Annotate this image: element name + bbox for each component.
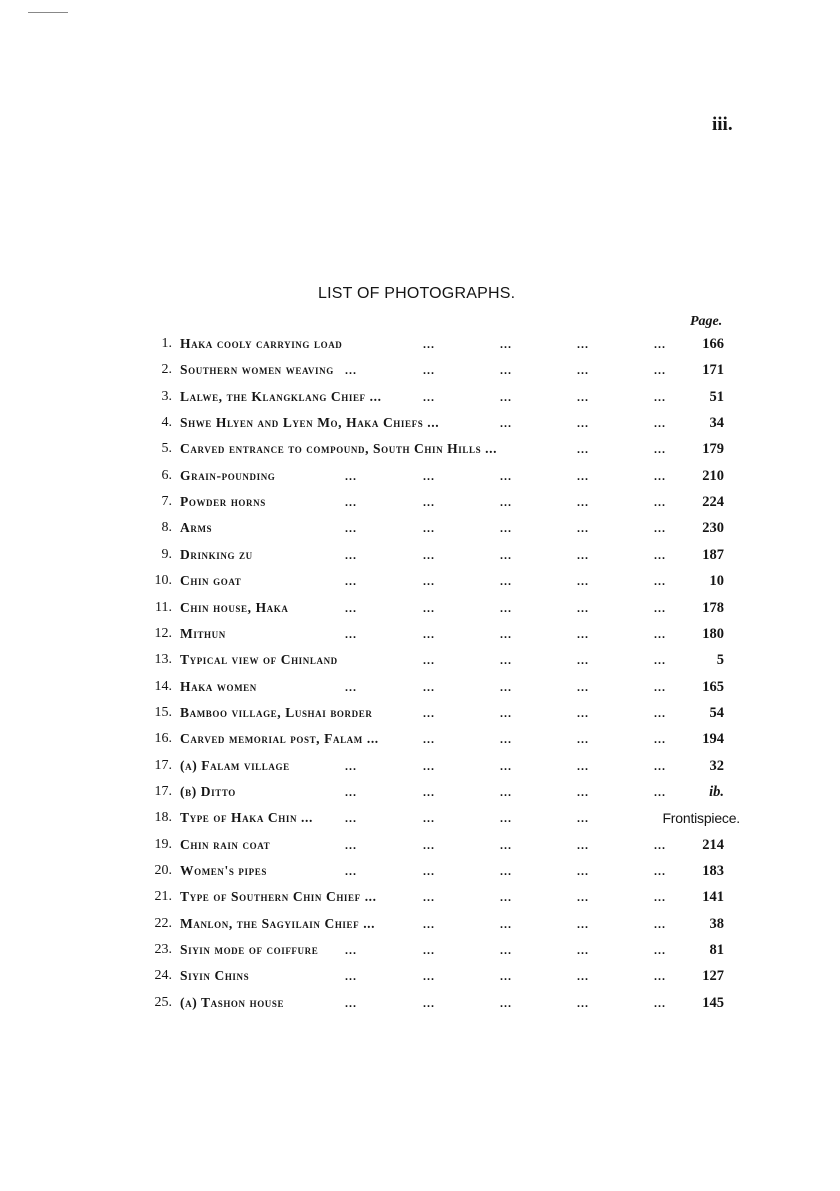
item-page: 38 [709, 915, 724, 932]
dot-leader: ... [654, 969, 666, 984]
dot-leader: ... [345, 521, 357, 536]
dot-leader: ... [577, 495, 589, 510]
item-caption: Women's pipes [180, 863, 267, 878]
dot-leader: ... [345, 995, 357, 1010]
list-item [0, 965, 840, 987]
dot-leader: ... [654, 784, 666, 799]
dot-leader: ... [500, 705, 512, 720]
dot-leader: ... [577, 521, 589, 536]
item-number: 22. [154, 915, 172, 931]
dot-leader: ... [654, 864, 666, 878]
dot-leader: ... [500, 837, 512, 852]
item-number: 2. [161, 362, 172, 378]
dot-leader: ... [345, 626, 357, 641]
item-caption: Type of Haka Chin ... [180, 810, 313, 826]
item-number: 9. [161, 546, 172, 562]
dot-leader: ... [654, 653, 666, 668]
item-caption: Grain-pounding [180, 467, 276, 483]
item-caption: (a) Falam village [180, 757, 290, 773]
item-page: 171 [702, 362, 724, 379]
item-page: 187 [702, 546, 724, 563]
list-item [0, 491, 840, 513]
dot-leader: ... [654, 416, 666, 431]
dot-leader: ... [345, 600, 357, 615]
item-page: 183 [702, 863, 724, 879]
item-caption: Shwe Hlyen and Lyen Mo, Haka Chiefs ... [180, 415, 440, 431]
dot-leader: ... [345, 864, 357, 878]
list-item [0, 359, 840, 381]
list-item [0, 755, 840, 777]
dot-leader: ... [654, 995, 666, 1010]
list-item [0, 807, 840, 829]
dot-leader: ... [654, 363, 666, 378]
list-item [0, 412, 840, 434]
item-page: 10 [709, 573, 724, 590]
dot-leader: ... [577, 363, 589, 378]
dot-leader: ... [577, 995, 589, 1010]
item-number: 4. [161, 415, 172, 431]
dot-leader: ... [654, 890, 666, 905]
dot-leader: ... [423, 864, 435, 878]
dot-leader: ... [423, 468, 435, 483]
dot-leader: ... [577, 811, 589, 826]
item-caption: Haka cooly carrying load [180, 336, 343, 351]
dot-leader: ... [345, 758, 357, 773]
dot-leader: ... [345, 837, 357, 852]
dot-leader: ... [577, 389, 589, 404]
item-page: 230 [702, 520, 724, 537]
item-caption: Carved memorial post, Falam ... [180, 731, 379, 747]
page-title: LIST OF PHOTOGRAPHS. [318, 285, 516, 302]
dot-leader: ... [500, 600, 512, 615]
page-number: iii. [712, 114, 733, 135]
dot-leader: ... [577, 705, 589, 720]
item-caption: (b) Ditto [180, 783, 236, 799]
dot-leader: ... [500, 574, 512, 589]
item-number: 7. [161, 494, 172, 510]
item-page: 81 [709, 942, 724, 959]
dot-leader: ... [423, 811, 435, 826]
list-item [0, 781, 840, 803]
item-number: 11. [155, 599, 172, 615]
list-item [0, 544, 840, 566]
dot-leader: ... [500, 811, 512, 826]
dot-leader: ... [500, 626, 512, 641]
item-number: 25. [154, 994, 172, 1010]
dot-leader: ... [577, 626, 589, 641]
dot-leader: ... [345, 969, 357, 984]
dot-leader: ... [423, 916, 435, 931]
item-page: 5 [716, 652, 724, 669]
dot-leader: ... [500, 864, 512, 878]
dot-leader: ... [654, 337, 666, 351]
dot-leader: ... [577, 547, 589, 562]
dot-leader: ... [500, 547, 512, 562]
dot-leader: ... [423, 890, 435, 905]
dot-leader: ... [423, 679, 435, 694]
item-number: 5. [161, 441, 172, 457]
dot-leader: ... [423, 969, 435, 984]
dot-leader: ... [423, 495, 435, 510]
dot-leader: ... [654, 442, 666, 457]
dot-leader: ... [423, 705, 435, 720]
dot-leader: ... [423, 943, 435, 958]
dot-leader: ... [500, 468, 512, 483]
item-page: 194 [702, 731, 724, 748]
dot-leader: ... [654, 837, 666, 852]
item-caption: Chin goat [180, 573, 242, 589]
dot-leader: ... [423, 600, 435, 615]
dot-leader: ... [345, 784, 357, 799]
dot-leader: ... [423, 626, 435, 641]
item-caption: Powder horns [180, 494, 266, 510]
item-page: 224 [702, 494, 724, 511]
item-number: 8. [161, 520, 172, 536]
list-item [0, 834, 840, 856]
item-caption: Chin rain coat [180, 836, 271, 852]
dot-leader: ... [500, 337, 512, 351]
dot-leader: ... [500, 389, 512, 404]
item-caption: Lalwe, the Klangklang Chief ... [180, 388, 382, 404]
item-caption: Type of Southern Chin Chief ... [180, 889, 377, 905]
item-page: 127 [702, 968, 724, 985]
dot-leader: ... [577, 837, 589, 852]
dot-leader: ... [423, 547, 435, 562]
item-number: 18. [154, 810, 172, 826]
dot-leader: ... [654, 943, 666, 958]
item-page: 34 [709, 415, 724, 432]
list-item [0, 992, 840, 1014]
dot-leader: ... [654, 574, 666, 589]
dot-leader: ... [500, 995, 512, 1010]
item-number: 19. [154, 836, 172, 852]
list-item [0, 649, 840, 671]
item-caption: Drinking zu [180, 546, 253, 562]
dot-leader: ... [345, 679, 357, 694]
dot-leader: ... [345, 468, 357, 483]
dot-leader: ... [345, 943, 357, 958]
dot-leader: ... [345, 495, 357, 510]
dot-leader: ... [654, 705, 666, 720]
dot-leader: ... [654, 547, 666, 562]
dot-leader: ... [500, 416, 512, 431]
item-page: 54 [709, 704, 724, 721]
dot-leader: ... [577, 943, 589, 958]
dot-leader: ... [654, 468, 666, 483]
item-number: 15. [154, 704, 172, 720]
item-number: 16. [154, 731, 172, 747]
dot-leader: ... [577, 653, 589, 668]
item-number: 20. [154, 863, 172, 878]
dot-leader: ... [423, 995, 435, 1010]
item-caption: Arms [180, 520, 213, 536]
dot-leader: ... [345, 811, 357, 826]
dot-leader: ... [500, 653, 512, 668]
dot-leader: ... [577, 337, 589, 351]
dot-leader: ... [500, 916, 512, 931]
item-number: 10. [154, 573, 172, 589]
item-caption: Typical view of Chinland [180, 652, 338, 668]
item-number: 6. [161, 467, 172, 483]
item-page: 179 [702, 441, 724, 458]
dot-leader: ... [500, 521, 512, 536]
dot-leader: ... [577, 679, 589, 694]
item-page: 32 [709, 757, 724, 774]
dot-leader: ... [500, 943, 512, 958]
item-page: 210 [702, 467, 724, 484]
item-page: 180 [702, 625, 724, 642]
list-item [0, 465, 840, 487]
item-number: 21. [154, 889, 172, 905]
dot-leader: ... [345, 547, 357, 562]
item-number: 13. [154, 652, 172, 668]
dot-leader: ... [577, 890, 589, 905]
dot-leader: ... [654, 916, 666, 931]
dot-leader: ... [500, 969, 512, 984]
item-number: 17. [154, 783, 172, 799]
list-item [0, 676, 840, 698]
list-item [0, 517, 840, 539]
dot-leader: ... [654, 679, 666, 694]
dot-leader: ... [577, 864, 589, 878]
list-item [0, 597, 840, 619]
dot-leader: ... [500, 784, 512, 799]
dot-leader: ... [345, 363, 357, 378]
list-item [0, 333, 840, 355]
dot-leader: ... [423, 758, 435, 773]
item-number: 3. [161, 388, 172, 404]
item-number: 17. [154, 757, 172, 773]
item-page: 214 [702, 836, 724, 853]
dot-leader: ... [423, 521, 435, 536]
dot-leader: ... [500, 732, 512, 747]
dot-leader: ... [654, 495, 666, 510]
item-number: 23. [154, 942, 172, 958]
item-number: 1. [161, 336, 172, 351]
dot-leader: ... [577, 468, 589, 483]
item-number: 14. [154, 678, 172, 694]
dot-leader: ... [654, 732, 666, 747]
item-number: 12. [154, 625, 172, 641]
list-item [0, 386, 840, 408]
list-item [0, 702, 840, 724]
page-column-label: Page. [690, 314, 723, 329]
item-number: 24. [154, 968, 172, 984]
list-item [0, 913, 840, 935]
dot-leader: ... [423, 732, 435, 747]
dot-leader: ... [577, 784, 589, 799]
dot-leader: ... [500, 679, 512, 694]
list-item [0, 886, 840, 908]
item-caption: Manlon, the Sagyilain Chief ... [180, 915, 376, 931]
item-page: ib. [709, 783, 724, 800]
item-page: 141 [702, 889, 724, 906]
dot-leader: ... [577, 416, 589, 431]
dot-leader: ... [423, 389, 435, 404]
dot-leader: ... [577, 758, 589, 773]
item-caption: Chin house, Haka [180, 599, 289, 615]
dot-leader: ... [423, 363, 435, 378]
dot-leader: ... [423, 784, 435, 799]
list-item [0, 438, 840, 460]
dot-leader: ... [577, 442, 589, 457]
dot-leader: ... [577, 732, 589, 747]
dot-leader: ... [345, 574, 357, 589]
item-caption: Siyin mode of coiffure [180, 942, 319, 958]
item-caption: Carved entrance to compound, South Chin Hills ... [180, 441, 498, 457]
dot-leader: ... [423, 574, 435, 589]
list-item [0, 623, 840, 645]
dot-leader: ... [654, 389, 666, 404]
item-page: 178 [702, 599, 724, 616]
item-caption: Haka women [180, 678, 257, 694]
dot-leader: ... [500, 890, 512, 905]
dot-leader: ... [654, 521, 666, 536]
list-item [0, 860, 840, 882]
item-page: Frontispiece. [662, 810, 740, 827]
dot-leader: ... [500, 495, 512, 510]
scan-mark [28, 12, 68, 13]
dot-leader: ... [577, 600, 589, 615]
item-caption: Southern women weaving [180, 362, 334, 378]
list-item [0, 570, 840, 592]
dot-leader: ... [654, 626, 666, 641]
item-caption: Siyin Chins [180, 968, 250, 984]
dot-leader: ... [577, 574, 589, 589]
dot-leader: ... [500, 758, 512, 773]
item-page: 145 [702, 994, 724, 1011]
dot-leader: ... [500, 363, 512, 378]
dot-leader: ... [577, 916, 589, 931]
item-page: 51 [709, 388, 724, 405]
dot-leader: ... [577, 969, 589, 984]
dot-leader: ... [423, 653, 435, 668]
item-caption: Bamboo village, Lushai border [180, 704, 373, 720]
list-item [0, 939, 840, 961]
list-item [0, 728, 840, 750]
dot-leader: ... [654, 758, 666, 773]
item-page: 166 [702, 336, 724, 352]
item-caption: (a) Tashon house [180, 994, 285, 1010]
dot-leader: ... [423, 837, 435, 852]
item-caption: Mithun [180, 625, 226, 641]
item-page: 165 [702, 678, 724, 695]
dot-leader: ... [423, 337, 435, 351]
dot-leader: ... [654, 600, 666, 615]
